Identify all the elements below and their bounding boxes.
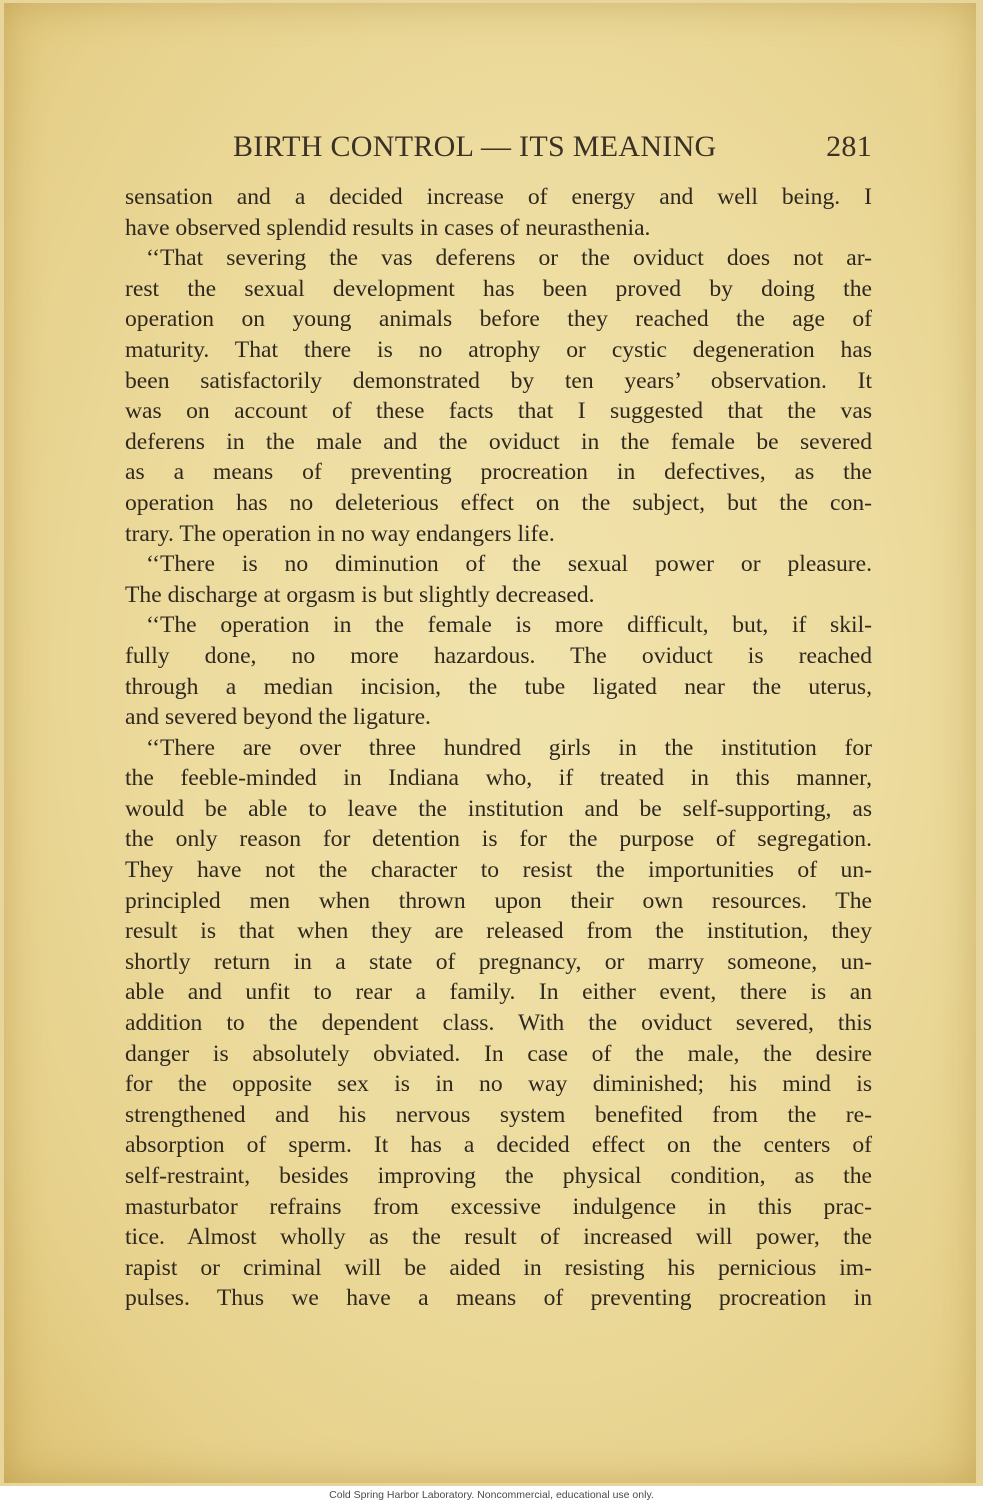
text-line: deferens in the male and the oviduct in the female be severed — [125, 428, 872, 455]
text-line: ‘‘There is no diminution of the sexual power or pleasure. — [146, 551, 872, 578]
text-line: would be able to leave the institution and be self-supporting, as — [125, 795, 872, 822]
text-line: danger is absolutely obviated. In case of the male, the desire — [125, 1040, 872, 1067]
page-number: 281 — [826, 130, 872, 163]
text-line: was on account of these facts that I suggested that the vas — [125, 398, 872, 425]
text-line: the only reason for detention is for the purpose of segregation. — [125, 826, 872, 853]
body-text — [125, 182, 872, 1314]
text-line: ‘‘There are over three hundred girls in the institution for — [146, 734, 872, 761]
running-head-title: BIRTH CONTROL — ITS MEANING — [233, 130, 717, 163]
text-line: rapist or criminal will be aided in resisting his pernicious im- — [125, 1254, 872, 1281]
text-line: They have not the character to resist the importunities of un- — [125, 857, 872, 884]
text-line: for the opposite sex is in no way diminished; his mind is — [125, 1071, 872, 1098]
text-line: trary. The operation in no way endangers life. — [125, 520, 555, 547]
text-line: through a median incision, the tube ligated near the uterus, — [125, 673, 872, 700]
running-head — [4, 130, 872, 170]
text-line: absorption of sperm. It has a decided effect on the centers of — [125, 1132, 872, 1159]
text-line: as a means of preventing procreation in defectives, as the — [125, 459, 872, 486]
text-line: result is that when they are released from the institution, they — [125, 918, 872, 945]
text-line: maturity. That there is no atrophy or cystic degeneration has — [125, 336, 872, 363]
text-line: strengthened and his nervous system benefited from the re- — [125, 1101, 872, 1128]
text-line: and severed beyond the ligature. — [125, 704, 431, 731]
text-line: addition to the dependent class. With the oviduct severed, this — [125, 1010, 872, 1037]
text-line: operation has no deleterious effect on the subject, but the con- — [125, 489, 872, 516]
book-page — [4, 3, 976, 1483]
text-line: able and unfit to rear a family. In either event, there is an — [125, 979, 872, 1006]
text-line: principled men when thrown upon their own resources. The — [125, 887, 872, 914]
text-line: masturbator refrains from excessive indulgence in this prac- — [125, 1193, 872, 1220]
text-line: ‘‘The operation in the female is more difficult, but, if skil- — [146, 612, 872, 639]
text-line: operation on young animals before they reached the age of — [125, 306, 872, 333]
text-line: ‘‘That severing the vas deferens or the oviduct does not ar- — [146, 245, 872, 272]
text-line: have observed splendid results in cases of neurasthenia. — [125, 214, 651, 241]
text-line: been satisfactorily demonstrated by ten years’ observation. It — [125, 367, 872, 394]
text-line: self-restraint, besides improving the physical condition, as the — [125, 1163, 872, 1189]
text-line: tice. Almost wholly as the result of increased will power, the — [125, 1224, 872, 1251]
text-line: rest the sexual development has been proved by doing the — [125, 275, 872, 302]
text-line: sensation and a decided increase of energy and well being. I — [125, 184, 872, 210]
text-line: pulses. Thus we have a means of preventing procreation in — [125, 1285, 872, 1312]
text-line: fully done, no more hazardous. The oviduct is reached — [125, 642, 872, 669]
text-line: the feeble-minded in Indiana who, if treated in this manner, — [125, 765, 872, 792]
archive-credit: Cold Spring Harbor Laboratory. Noncommercial, educational use only. — [329, 1489, 654, 1501]
text-line: The discharge at orgasm is but slightly decreased. — [125, 581, 595, 608]
text-line: shortly return in a state of pregnancy, or marry someone, un- — [125, 948, 872, 975]
